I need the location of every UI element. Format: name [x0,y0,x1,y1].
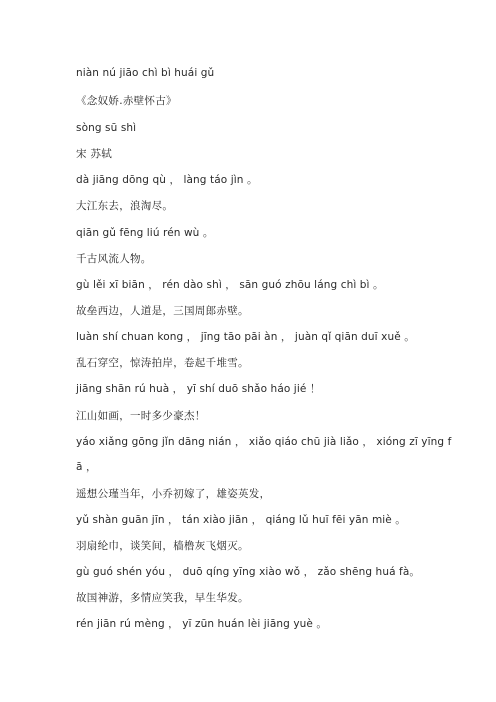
poem-title: 《念奴娇.赤壁怀古》 [76,95,177,107]
pinyin-line-author: sòng sū shì [76,122,137,134]
poem-line: 故垒西边，人道是，三国周郎赤壁。 [76,305,249,317]
pinyin-line: yáo xiǎng gōng jǐn dāng nián ， xiǎo qiáo chū jià liǎo ， xióng zī yīng f [76,436,452,448]
poem-line: 千古风流人物。 [76,253,152,265]
poem-line: 羽扇纶巾，谈笑间，樯橹灰飞烟灭。 [76,540,249,552]
poem-author: 宋 苏轼 [76,148,113,160]
poem-line: 江山如画，一时多少豪杰！ [76,410,206,422]
pinyin-line: qiān gǔ fēng liú rén wù 。 [76,227,214,239]
pinyin-line: gù guó shén yóu ， duō qíng yīng xiào wǒ ， zǎo shēng huá fà。 [76,566,420,578]
poem-line: 大江东去，浪淘尽。 [76,200,174,212]
pinyin-line: luàn shí chuan kong ， jīng tāo pāi àn ， juàn qǐ qiān duī xuě 。 [76,331,415,343]
pinyin-line: gù lěi xī biān ， rén dào shì ， sān guó zhōu láng chì bì 。 [76,279,384,291]
pinyin-line-wrap: ā ， [76,461,97,473]
pinyin-line-title: niàn nú jiāo chì bì huái gǔ [76,67,215,79]
pinyin-line: yǔ shàn guān jīn ， tán xiào jiān ， qiáng lǔ huī fēi yān miè 。 [76,514,406,526]
pinyin-line: dà jiāng dōng qù ， làng táo jìn 。 [76,174,258,186]
poem-line: 遥想公瑾当年，小乔初嫁了，雄姿英发， [76,488,271,500]
pinyin-line: rén jiān rú mèng ， yī zūn huán lèi jiāng yuè 。 [76,618,327,630]
poem-line: 乱石穿空，惊涛拍岸，卷起千堆雪。 [76,357,249,369]
poem-line: 故国神游，多情应笑我，早生华发。 [76,592,249,604]
pinyin-line: jiāng shān rú huà ， yī shí duō shǎo háo jié ！ [76,383,321,395]
